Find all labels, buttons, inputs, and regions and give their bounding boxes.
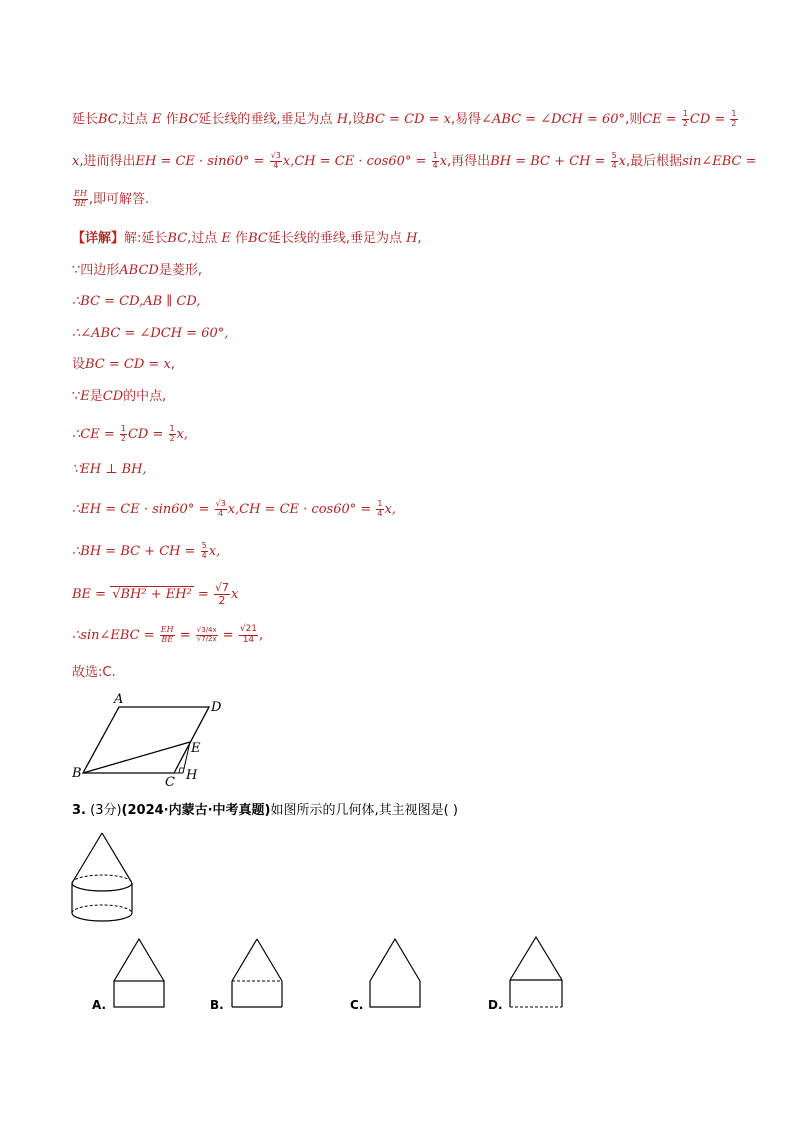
solution-step-10: BE = √BH² + EH² = $\frac{√7}{2}$ x <box>72 581 239 608</box>
option-b-view[interactable] <box>230 936 284 1010</box>
solution-heading: 【详解】解:延长BC,过点 E 作BC延长线的垂线,垂足为点 H, <box>72 231 422 246</box>
fraction-eh-be: $\frac{EH}{BE}$ <box>74 189 87 208</box>
solution-step-11: ∴sin∠EBC = $\frac{EH}{BE}$ = $\frac{√3/4x}{√7/2x}$ = $\frac{√21}{14}$ , <box>72 624 264 645</box>
label-c: C <box>165 775 175 788</box>
label-a: A <box>114 692 124 707</box>
analysis-line-1: 延长BC,过点 E 作BC延长线的垂线,垂足为点 H,设BC = CD = x,易得∠ABC = ∠DCH = 60°,则CE = $\frac{1}{2}$ CD = $\frac{1}{2}$ <box>72 109 737 128</box>
rhombus-abcd <box>83 707 209 773</box>
option-c-view[interactable] <box>368 936 422 1010</box>
solution-step-9: ∴BH = BC + CH = $\frac{5}{4}$ x, <box>72 541 221 560</box>
rhombus-figure <box>66 688 236 788</box>
solution-step-6: ∴CE = $\frac{1}{2}$ CD = $\frac{1}{2}$ x, <box>72 424 189 443</box>
solution-step-1: ∵四边形ABCD是菱形, <box>72 263 202 278</box>
option-a-label[interactable]: A. <box>92 998 107 1012</box>
sqrt-expression: √BH² + EH² <box>112 587 192 603</box>
solution-step-7: ∵EH ⊥ BH, <box>72 462 147 477</box>
solution-step-2: ∴BC = CD,AB ∥ CD, <box>72 294 201 309</box>
question-3: 3. (3分)(2024·内蒙古·中考真题)如图所示的几何体,其主视图是( ) <box>72 803 458 818</box>
option-b-label[interactable]: B. <box>210 998 224 1012</box>
cone-cylinder-solid <box>66 828 138 926</box>
fraction-five-4: $\frac{5}{4}$ <box>611 151 617 170</box>
fraction-half: $\frac{1}{2}$ <box>682 109 688 128</box>
segment-be <box>83 742 190 773</box>
option-a-view[interactable] <box>112 936 166 1010</box>
solution-step-5: ∵E是CD的中点, <box>72 389 167 404</box>
analysis-line-2: x,进而得出EH = CE · sin60° = $\frac{√3}{4}$ x,CH = CE · cos60° = $\frac{1}{4}$ x,再得出BH = BC + CH = $\frac{5}{4}$ x,最后根据sin∠EBC = <box>72 151 757 170</box>
label-h: H <box>186 768 198 783</box>
option-c-label[interactable]: C. <box>350 998 364 1012</box>
label-e: E <box>191 741 201 756</box>
fraction-root3-4: $\frac{√3}{4}$ <box>270 151 281 170</box>
label-d: D <box>211 700 222 715</box>
analysis-line-3: $\frac{EH}{BE}$ ,即可解答. <box>74 189 150 208</box>
solution-step-4: 设BC = CD = x, <box>72 357 175 372</box>
option-d-label[interactable]: D. <box>488 998 503 1012</box>
label-b: B <box>72 766 82 781</box>
fraction-quarter: $\frac{1}{4}$ <box>432 151 438 170</box>
solution-step-8: ∴EH = CE · sin60° = $\frac{√3}{4}$ x,CH = CE · cos60° = $\frac{1}{4}$ x, <box>72 499 396 518</box>
option-d-view[interactable] <box>508 934 564 1010</box>
fraction-half: $\frac{1}{2}$ <box>731 109 737 128</box>
solution-step-3: ∴∠ABC = ∠DCH = 60°, <box>72 326 229 341</box>
answer-line: 故选:C. <box>72 665 116 680</box>
